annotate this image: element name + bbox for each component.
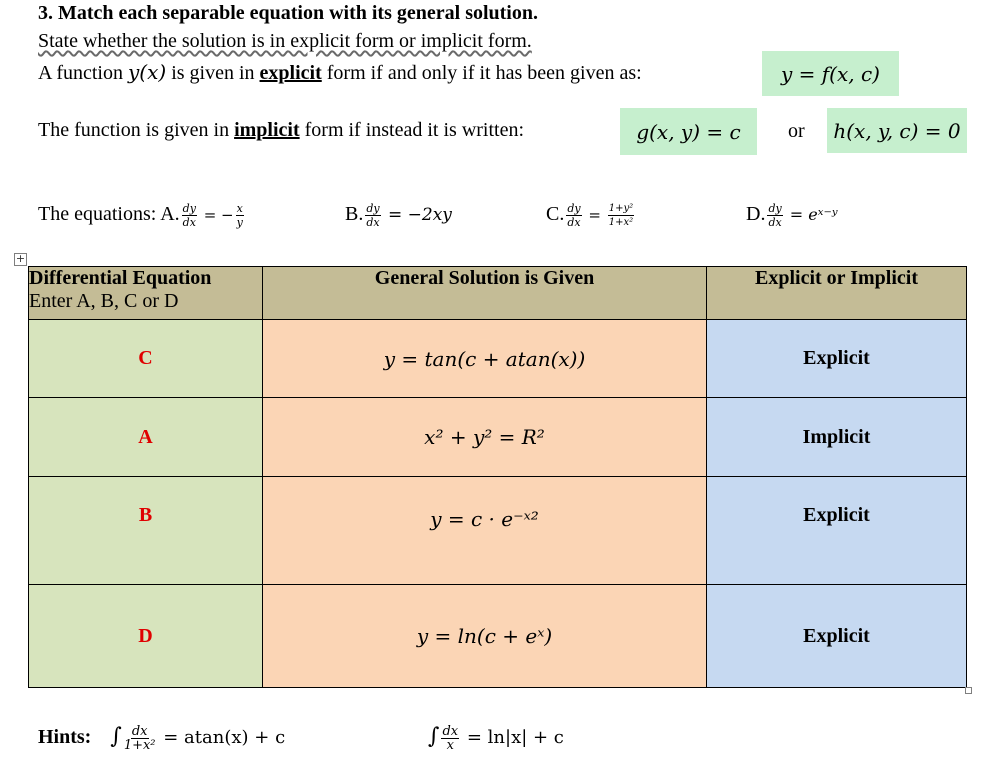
row-equation-cell[interactable]: A [29,398,263,477]
header-explicit-implicit: Explicit or Implicit [707,267,967,320]
row-solution-cell: x² + y² = R² [263,398,707,477]
hint1-rhs: = atan(x) + c [157,727,286,748]
row-form-cell[interactable]: Explicit [707,477,967,585]
explicit-word: explicit [259,62,322,84]
equation-a-sign: = − [198,206,234,225]
equation-d [746,202,838,229]
table-header-row [29,267,967,320]
explicit-definition [38,60,642,85]
implicit-definition [38,119,524,142]
table-resize-handle[interactable] [965,687,972,694]
implicit-or: or [788,120,805,142]
hint2-num: dx [442,723,459,739]
equation-c-rhs-den: 1+x² [608,217,634,228]
equation-b-num: dy [366,202,380,215]
header-col1-line1: Differential Equation [29,267,212,289]
hint1-integral: ∫ [110,724,122,749]
table-move-handle[interactable]: + [15,252,26,265]
row-solution-cell: y = c · e⁻ˣ² [263,477,707,585]
equation-b-letter: B. [345,203,364,226]
table-row [29,477,967,585]
equation-c-rhs-num: 1+y² [608,203,634,214]
row-solution-cell: y = ln(c + eˣ) [263,585,707,688]
explicit-line-pre: A function [38,62,128,84]
explicit-line-post: form if and only if it has been given as: [321,62,642,84]
equation-c [546,202,636,229]
equation-d-rhs: = eˣ⁻ʸ [784,205,838,225]
hint1-num: dx [131,723,148,739]
equation-c-num: dy [567,202,581,215]
hints-label: Hints: [38,726,92,748]
header-col1-line2: Enter A, B, C or D [29,290,179,312]
equation-a-letter: A. [160,203,180,226]
row-solution-cell: y = tan(c + atan(x)) [263,320,707,398]
equation-a-rhs-den: y [236,216,243,229]
implicit-line-post: form if instead it is written: [299,119,525,141]
equation-b-rhs: = −2xy [382,205,452,226]
hints-line [38,724,285,752]
hint2 [428,724,564,752]
equation-c-eq: = [583,206,606,225]
equation-a [38,202,246,229]
table-row [29,398,967,477]
row-equation-cell[interactable]: C [29,320,263,398]
equation-d-letter: D. [746,203,766,226]
equation-a-num: dy [182,202,196,215]
equation-d-den: dx [768,216,782,229]
equation-c-den: dx [567,216,581,229]
implicit-formula-2: h(x, y, c) = 0 [833,118,961,143]
implicit-line-pre: The function is given in [38,119,235,141]
equation-d-num: dy [768,202,782,215]
row-form-cell[interactable]: Explicit [707,585,967,688]
table-row [29,320,967,398]
explicit-line-mid: is given in [166,62,260,84]
equation-b [345,202,452,229]
equation-a-den: dx [182,216,196,229]
implicit-formula-box-1 [620,108,757,155]
implicit-formula-1: g(x, y) = c [636,119,741,144]
implicit-formula-box-2 [827,108,967,153]
hint2-rhs: = ln|x| + c [461,727,564,748]
explicit-formula-box [762,51,899,96]
hint2-den: x [446,737,454,753]
problem-title: 3. Match each separable equation with its general solution. [38,2,538,24]
equation-b-den: dx [366,216,380,229]
implicit-word: implicit [234,119,300,141]
problem-instruction: State whether the solution is in explicit form or implicit form. [38,30,532,52]
row-form-cell[interactable]: Explicit [707,320,967,398]
header-general-solution: General Solution is Given [263,267,707,320]
explicit-line-yx: y(x) [128,60,167,84]
hint2-integral: ∫ [428,724,440,749]
row-form-cell[interactable]: Implicit [707,398,967,477]
equation-a-rhs-num: x [236,202,243,215]
header-differential-equation [29,267,263,320]
explicit-formula: y = f(x, c) [781,61,880,86]
table-row [29,585,967,688]
hint1-den: 1+x² [123,737,156,753]
equation-c-letter: C. [546,203,565,226]
row-equation-cell[interactable]: B [29,477,263,585]
equations-label: The equations: [38,203,157,226]
matching-table [28,266,967,688]
row-equation-cell[interactable]: D [29,585,263,688]
